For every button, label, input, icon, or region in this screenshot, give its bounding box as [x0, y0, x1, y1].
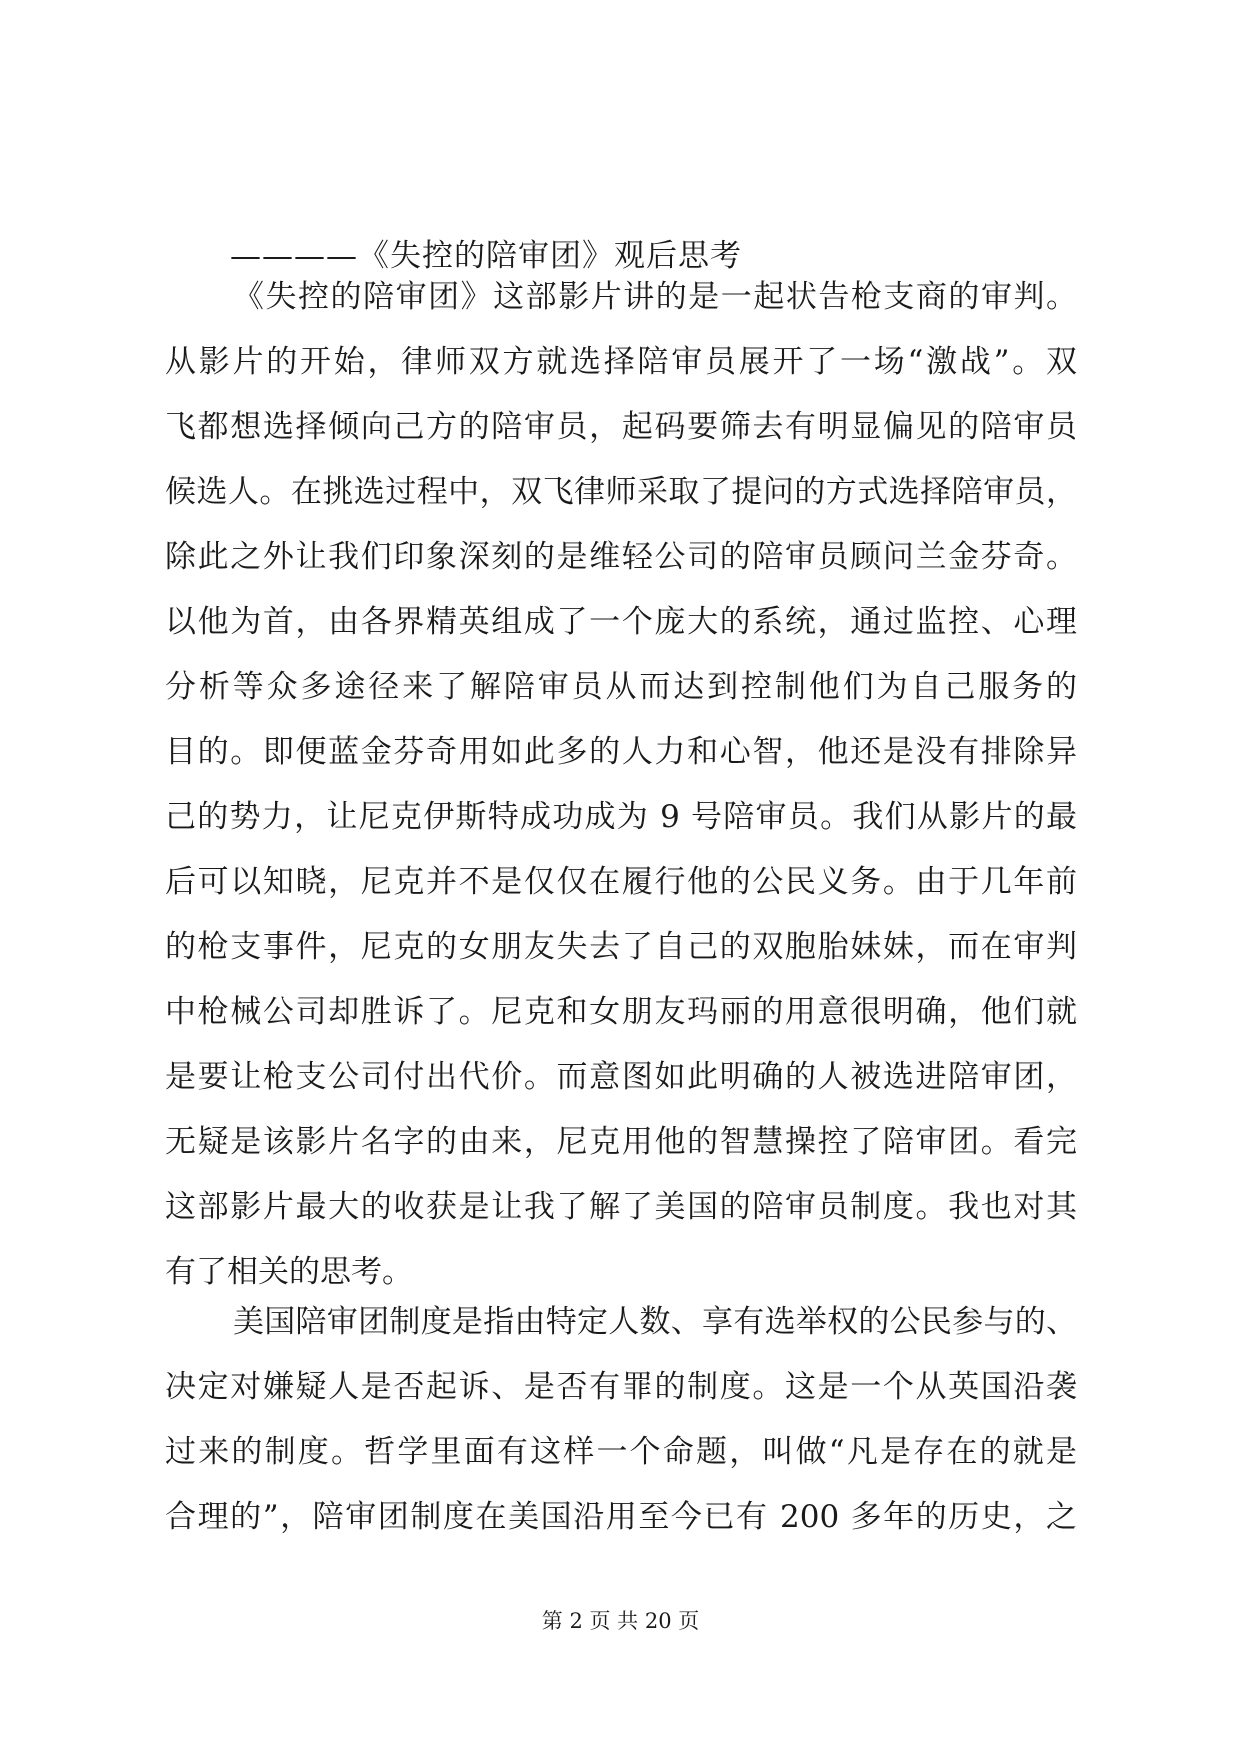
paragraph-1: [165, 265, 1077, 1305]
paragraph-line: 这部影片最大的收获是让我了解了美国的陪审员制度。我也对其: [165, 1189, 1077, 1225]
paragraph-line: 除此之外让我们印象深刻的是维轻公司的陪审员顾问兰金芬奇。: [165, 539, 1077, 575]
paragraph-line: 分析等众多途径来了解陪审员从而达到控制他们为自己服务的: [165, 669, 1077, 705]
paragraph-line: 是要让枪支公司付出代价。而意图如此明确的人被选进陪审团，: [165, 1059, 1077, 1095]
paragraph-line: 后可以知晓，尼克并不是仅仅在履行他的公民义务。由于几年前: [165, 864, 1077, 900]
document-subtitle: ————《失控的陪审团》观后思考: [230, 238, 742, 274]
paragraph-2: [165, 1290, 1077, 1550]
paragraph-line: 候选人。在挑选过程中，双飞律师采取了提问的方式选择陪审员，: [165, 474, 1077, 510]
paragraph-line: 从影片的开始，律师双方就选择陪审员展开了一场“激战”。双: [165, 344, 1077, 380]
paragraph-line: 飞都想选择倾向己方的陪审员，起码要筛去有明显偏见的陪审员: [165, 409, 1077, 445]
paragraph-line: 己的势力，让尼克伊斯特成功成为 9 号陪审员。我们从影片的最: [165, 799, 1077, 835]
paragraph-line: 美国陪审团制度是指由特定人数、享有选举权的公民参与的、: [233, 1304, 1077, 1340]
paragraph-line: 过来的制度。哲学里面有这样一个命题，叫做“凡是存在的就是: [165, 1434, 1077, 1470]
paragraph-line: 有了相关的思考。: [165, 1254, 413, 1290]
page-footer: 第 2 页 共 20 页: [541, 1609, 700, 1633]
paragraph-line: 无疑是该影片名字的由来，尼克用他的智慧操控了陪审团。看完: [165, 1124, 1077, 1160]
paragraph-line: 决定对嫌疑人是否起诉、是否有罪的制度。这是一个从英国沿袭: [165, 1369, 1077, 1405]
paragraph-line: 合理的”，陪审团制度在美国沿用至今已有 200 多年的历史，之: [165, 1499, 1077, 1535]
paragraph-line: 中枪械公司却胜诉了。尼克和女朋友玛丽的用意很明确，他们就: [165, 994, 1077, 1030]
paragraph-line: 以他为首，由各界精英组成了一个庞大的系统，通过监控、心理: [165, 604, 1077, 640]
paragraph-line: 目的。即便蓝金芬奇用如此多的人力和心智，他还是没有排除异: [165, 734, 1077, 770]
paragraph-line: 的枪支事件，尼克的女朋友失去了自己的双胞胎妹妹，而在审判: [165, 929, 1077, 965]
paragraph-line: 《失控的陪审团》这部影片讲的是一起状告枪支商的审判。: [233, 279, 1077, 315]
